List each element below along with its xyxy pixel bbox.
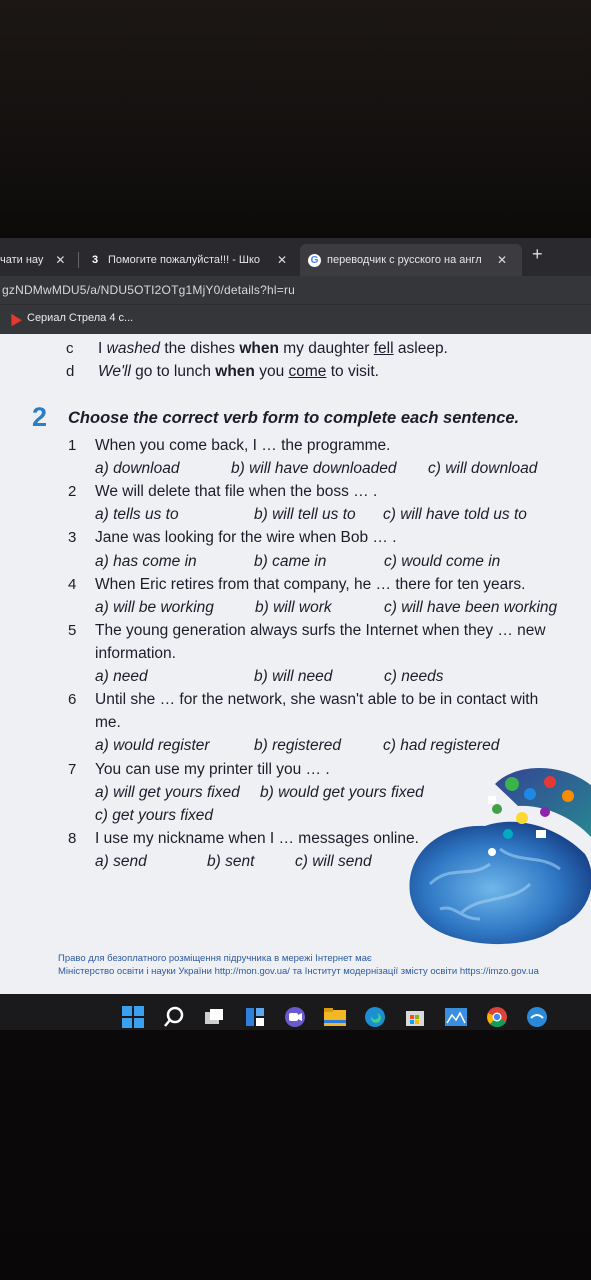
item-question-cont: me. (95, 714, 121, 731)
background-room-bottom (0, 1030, 591, 1280)
store-icon[interactable] (402, 1004, 428, 1030)
item-number: 6 (68, 691, 77, 708)
page-content (0, 334, 591, 994)
text-part: go to lunch (130, 363, 216, 380)
file-explorer-icon[interactable] (322, 1004, 348, 1030)
new-tab-button[interactable]: + (532, 244, 543, 264)
item-number: 2 (68, 483, 77, 500)
item-number: 8 (68, 830, 77, 847)
windows-start-icon[interactable] (120, 1004, 146, 1030)
text-part: come (288, 363, 327, 380)
option-b: b) will work (255, 599, 332, 616)
tab-3-label: переводчик с русского на англ (327, 254, 482, 266)
option-a: a) would register (95, 737, 210, 754)
text-part: asleep. (393, 340, 448, 357)
tab-1[interactable] (0, 244, 75, 276)
exercise-title: Choose the correct verb form to complete each sentence. (68, 409, 520, 427)
item-question: The young generation always surfs the Internet when they … new (95, 622, 546, 639)
text-part: you (254, 363, 289, 380)
option-b: b) registered (254, 737, 342, 754)
item-question: I use my nickname when I … messages online. (95, 830, 419, 847)
tab-3[interactable] (300, 244, 522, 276)
item-question: Until she … for the network, she wasn't able to be in contact with (95, 691, 539, 708)
tab-1-label: чати нау (0, 254, 44, 266)
chrome-icon[interactable] (484, 1004, 510, 1030)
option-a: a) send (95, 853, 147, 870)
option-c: c) will send (295, 853, 372, 870)
bookmark-item[interactable] (8, 312, 133, 324)
option-a: a) has come in (95, 553, 197, 570)
item-question-cont: information. (95, 645, 176, 662)
browser-tab-bar (0, 238, 591, 276)
tab-2[interactable] (88, 244, 293, 276)
text-part: We'll (98, 363, 131, 380)
option-a: a) download (95, 460, 180, 477)
option-a: a) will get yours fixed (95, 784, 240, 801)
item-number: 3 (68, 529, 77, 546)
background-room-top (0, 0, 591, 238)
item-question: We will delete that file when the boss … . (95, 483, 378, 500)
text-part: washed (106, 340, 161, 357)
text-part: the dishes (160, 340, 240, 357)
bookmark-favicon-icon (6, 310, 22, 326)
tab-2-label: Помогите пожалуйста!!! - Шко (108, 254, 261, 266)
text-part: to visit. (326, 363, 379, 380)
address-bar[interactable] (0, 276, 591, 304)
option-c: c) will have told us to (383, 506, 527, 523)
option-a: a) need (95, 668, 148, 685)
item-question: When you come back, I … the programme. (95, 437, 391, 454)
text-part: my daughter (278, 340, 374, 357)
item-number: 1 (68, 437, 77, 454)
app-icon[interactable] (524, 1004, 550, 1030)
option-c: c) will download (428, 460, 538, 477)
option-c: c) get yours fixed (95, 807, 214, 824)
item-question: Jane was looking for the wire when Bob … . (95, 529, 397, 546)
bookmark-label: Сериал Стрела 4 с... (27, 312, 134, 324)
item-number: 7 (68, 761, 77, 778)
prev-item-letter: c (66, 340, 74, 357)
bookmarks-bar (0, 304, 591, 335)
edge-icon[interactable] (362, 1004, 388, 1030)
option-c: c) had registered (383, 737, 500, 754)
tab-1-close-icon[interactable]: ✕ (55, 253, 66, 267)
brain-illustration (400, 754, 591, 954)
prev-item-d (98, 363, 379, 381)
text-part: fell (373, 340, 394, 357)
tab-separator (78, 252, 79, 268)
exercise-number: 2 (32, 402, 48, 432)
text-part: when (239, 340, 279, 357)
option-c: c) will have been working (384, 599, 558, 616)
tab-3-google-icon: G (308, 254, 321, 267)
text-part: when (215, 363, 255, 380)
option-b: b) would get yours fixed (260, 784, 424, 801)
prev-item-c (98, 340, 448, 358)
item-question: When Eric retires from that company, he … there for ten years. (95, 576, 526, 593)
footer-line-1: Право для безоплатного розміщення підручника в мережі Інтернет має (58, 953, 372, 964)
option-b: b) will have downloaded (231, 460, 397, 477)
item-question: You can use my printer till you … . (95, 761, 330, 778)
tab-3-close-icon[interactable]: ✕ (497, 253, 508, 267)
prev-item-letter: d (66, 363, 75, 380)
widgets-icon[interactable] (242, 1004, 268, 1030)
option-b: b) will need (254, 668, 333, 685)
photos-icon[interactable] (443, 1004, 469, 1030)
url-text[interactable]: gzNDMwMDU5/a/NDU5OTI2OTg1MjY0/details?hl=ru (2, 283, 296, 297)
option-a: a) tells us to (95, 506, 179, 523)
tab-2-favicon-icon: 3 (91, 254, 99, 266)
option-c: c) needs (384, 668, 444, 685)
task-view-icon[interactable] (201, 1004, 227, 1030)
option-a: a) will be working (95, 599, 214, 616)
tab-2-close-icon[interactable]: ✕ (277, 253, 288, 267)
search-icon[interactable] (161, 1004, 187, 1030)
text-part: I (98, 340, 107, 357)
option-b: b) came in (254, 553, 327, 570)
option-b: b) sent (207, 853, 255, 870)
option-c: c) would come in (384, 553, 501, 570)
item-number: 5 (68, 622, 77, 639)
chat-icon[interactable] (282, 1004, 308, 1030)
item-number: 4 (68, 576, 77, 593)
option-b: b) will tell us to (254, 506, 356, 523)
footer-line-2: Міністерство освіти і науки України http://mon.gov.ua/ та Інститут модернізації змісту освіти https://imzo.gov.ua (58, 966, 539, 977)
